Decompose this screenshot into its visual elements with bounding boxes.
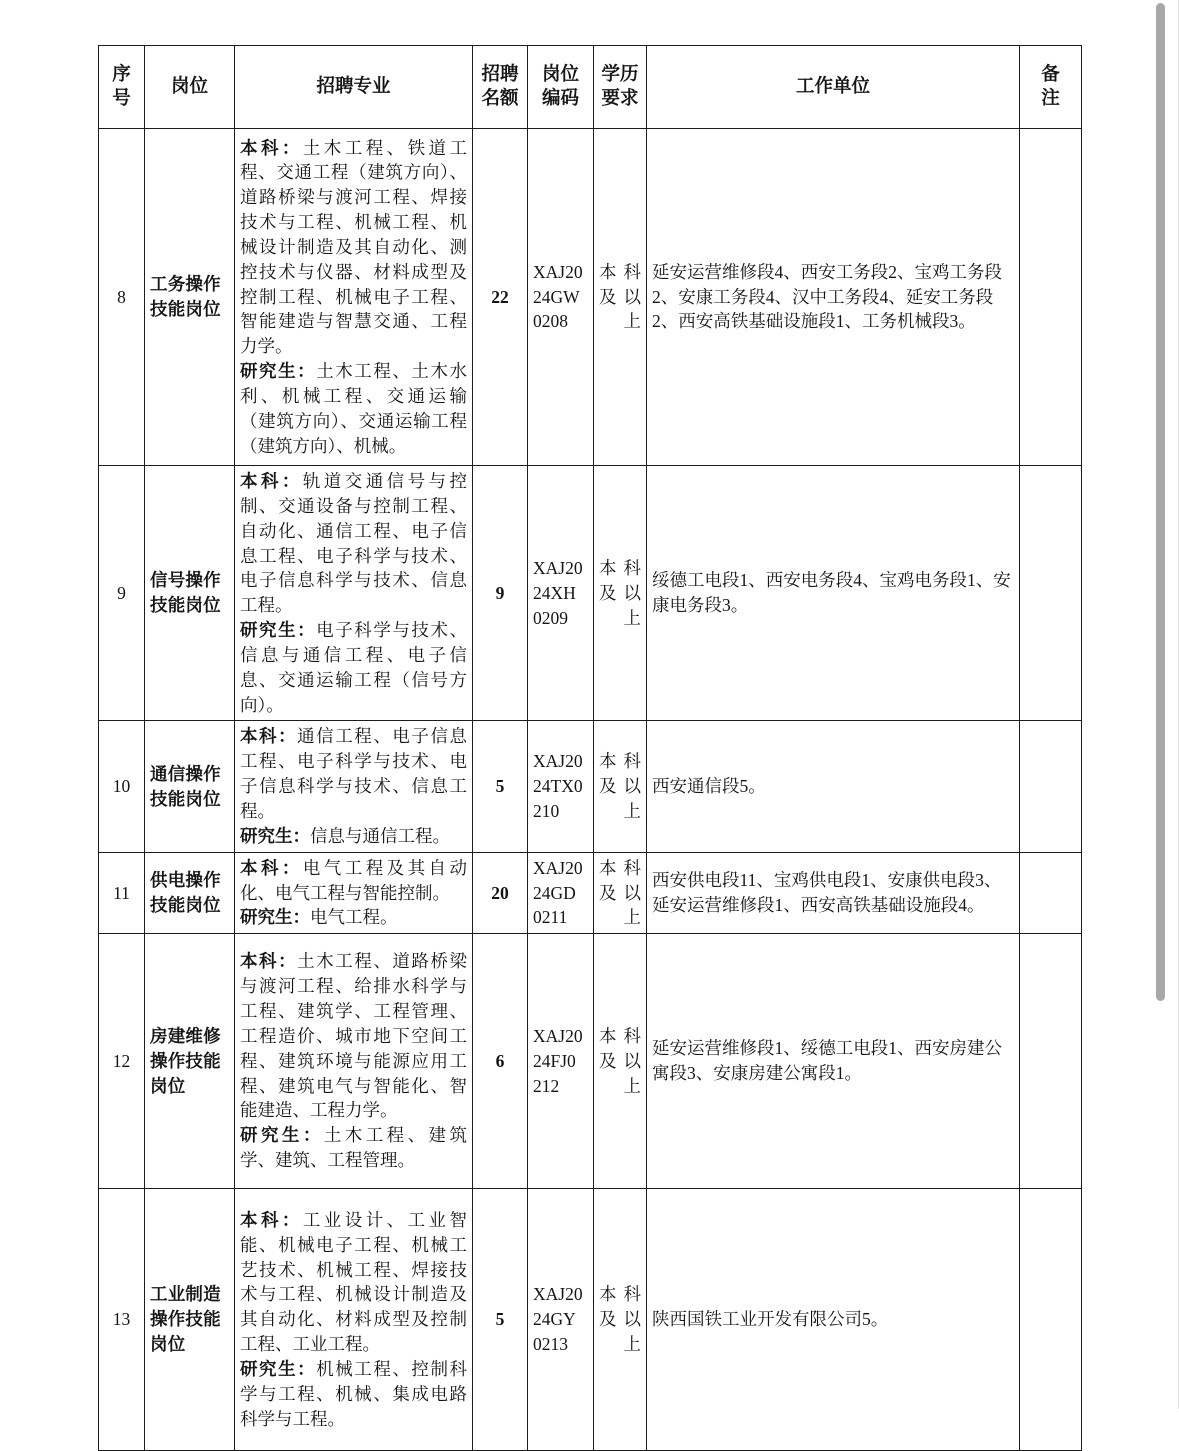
cell-major (235, 1189, 473, 1451)
cell-work-unit: 西安通信段5。 (647, 721, 1020, 852)
cell-education: 本科及以上 (594, 466, 647, 721)
grad-majors: 电子科学与技术、信息与通信工程、电子信息、交通运输工程（信号方向）。 (240, 620, 468, 715)
recruitment-table (98, 45, 1082, 1451)
cell-seq: 13 (99, 1189, 145, 1451)
undergrad-majors: 土木工程、道路桥梁与渡河工程、给排水科学与工程、建筑学、工程管理、工程造价、城市地下空间工程、建筑环境与能源应用工程、建筑电气与智能化、智能建造、工程力学。 (240, 951, 468, 1121)
undergrad-majors: 工业设计、工业智能、机械电子工程、机械工艺技术、机械工程、焊接技术与工程、机械设计制造及其自动化、材料成型及控制工程、工业工程。 (240, 1209, 468, 1355)
cell-post: 工业制造操作技能岗位 (145, 1189, 235, 1451)
cell-quota: 22 (473, 129, 528, 466)
cell-work-unit: 绥德工电段1、西安电务段4、宝鸡电务段1、安康电务段3。 (647, 466, 1020, 721)
cell-code: XAJ20 24XH 0209 (528, 466, 594, 721)
table-row (99, 934, 1082, 1189)
cell-post: 供电操作技能岗位 (145, 852, 235, 934)
cell-code: XAJ20 24TX0 210 (528, 721, 594, 852)
cell-code: XAJ20 24FJ0 212 (528, 934, 594, 1189)
cell-post: 房建维修操作技能岗位 (145, 934, 235, 1189)
grad-label: 研究生： (240, 1125, 324, 1146)
cell-major (235, 466, 473, 721)
table-row (99, 721, 1082, 852)
table-header-row (99, 46, 1082, 129)
grad-majors: 土木工程、建筑学、建筑、工程管理。 (240, 1125, 468, 1171)
cell-work-unit: 西安供电段11、宝鸡供电段1、安康供电段3、延安运营维修段1、西安高铁基础设施段4。 (647, 852, 1020, 934)
table-row (99, 466, 1082, 721)
grad-label: 研究生： (240, 1358, 317, 1379)
cell-remark (1020, 466, 1082, 721)
cell-seq: 8 (99, 129, 145, 466)
cell-code: XAJ20 24GY 0213 (528, 1189, 594, 1451)
cell-code: XAJ20 24GD 0211 (528, 852, 594, 934)
cell-post: 通信操作技能岗位 (145, 721, 235, 852)
grad-majors: 机械工程、控制科学与工程、机械、集成电路科学与工程。 (240, 1358, 468, 1429)
grad-label: 研究生： (240, 361, 317, 382)
scrollbar-thumb[interactable] (1156, 3, 1165, 1001)
cell-seq: 9 (99, 466, 145, 721)
undergrad-label: 本科： (240, 726, 298, 747)
undergrad-majors: 通信工程、电子信息工程、电子科学与技术、电子信息科学与技术、信息工程。 (240, 726, 468, 821)
cell-major (235, 934, 473, 1189)
grad-majors: 信息与通信工程。 (310, 825, 450, 846)
cell-education: 本科及以上 (594, 1189, 647, 1451)
grad-label: 研究生： (240, 620, 317, 641)
cell-quota: 5 (473, 1189, 528, 1451)
cell-work-unit: 延安运营维修段4、西安工务段2、宝鸡工务段2、安康工务段4、汉中工务段4、延安工务段2、西安高铁基础设施段1、工务机械段3。 (647, 129, 1020, 466)
cell-work-unit: 陕西国铁工业开发有限公司5。 (647, 1189, 1020, 1451)
header-code: 岗位 编码 (528, 46, 594, 129)
undergrad-label: 本科： (240, 137, 303, 158)
undergrad-label: 本科： (240, 857, 303, 878)
cell-post: 信号操作技能岗位 (145, 466, 235, 721)
cell-major (235, 852, 473, 934)
cell-remark (1020, 1189, 1082, 1451)
header-major: 招聘专业 (235, 46, 473, 129)
header-work-unit: 工作单位 (647, 46, 1020, 129)
cell-remark (1020, 934, 1082, 1189)
grad-label: 研究生： (240, 825, 310, 846)
table-row (99, 129, 1082, 466)
cell-remark (1020, 721, 1082, 852)
header-quota: 招聘 名额 (473, 46, 528, 129)
undergrad-label: 本科： (240, 951, 298, 972)
cell-remark (1020, 852, 1082, 934)
cell-education: 本科及以上 (594, 852, 647, 934)
cell-seq: 11 (99, 852, 145, 934)
undergrad-label: 本科： (240, 1209, 303, 1230)
cell-education: 本科及以上 (594, 129, 647, 466)
cell-quota: 5 (473, 721, 528, 852)
cell-seq: 10 (99, 721, 145, 852)
cell-work-unit: 延安运营维修段1、绥德工电段1、西安房建公寓段3、安康房建公寓段1。 (647, 934, 1020, 1189)
cell-seq: 12 (99, 934, 145, 1189)
grad-majors: 土木工程、土木水利、机械工程、交通运输（建筑方向）、交通运输工程（建筑方向）、机械。 (240, 361, 468, 456)
cell-major (235, 721, 473, 852)
undergrad-label: 本科： (240, 471, 303, 491)
header-seq: 序 号 (99, 46, 145, 129)
undergrad-majors: 电气工程及其自动化、电气工程与智能控制。 (240, 857, 468, 903)
cell-code: XAJ20 24GW 0208 (528, 129, 594, 466)
cell-education: 本科及以上 (594, 721, 647, 852)
cell-education: 本科及以上 (594, 934, 647, 1189)
undergrad-majors: 土木工程、铁道工程、交通工程（建筑方向）、道路桥梁与渡河工程、焊接技术与工程、机械工程、机械设计制造及其自动化、测控技术与仪器、材料成型及控制工程、机械电子工程、智能建造与智慧交通、工程力学。 (240, 137, 468, 357)
cell-quota: 20 (473, 852, 528, 934)
cell-remark (1020, 129, 1082, 466)
cell-quota: 6 (473, 934, 528, 1189)
scrollbar[interactable] (1151, 0, 1177, 1409)
table-row (99, 852, 1082, 934)
undergrad-majors: 轨道交通信号与控制、交通设备与控制工程、自动化、通信工程、电子信息工程、电子科学与技术、电子信息科学与技术、信息工程。 (240, 471, 468, 616)
header-education: 学历 要求 (594, 46, 647, 129)
grad-majors: 电气工程。 (310, 907, 398, 928)
table-row (99, 1189, 1082, 1451)
cell-major (235, 129, 473, 466)
header-remark: 备 注 (1020, 46, 1082, 129)
header-post: 岗位 (145, 46, 235, 129)
grad-label: 研究生： (240, 907, 310, 928)
cell-post: 工务操作技能岗位 (145, 129, 235, 466)
cell-quota: 9 (473, 466, 528, 721)
